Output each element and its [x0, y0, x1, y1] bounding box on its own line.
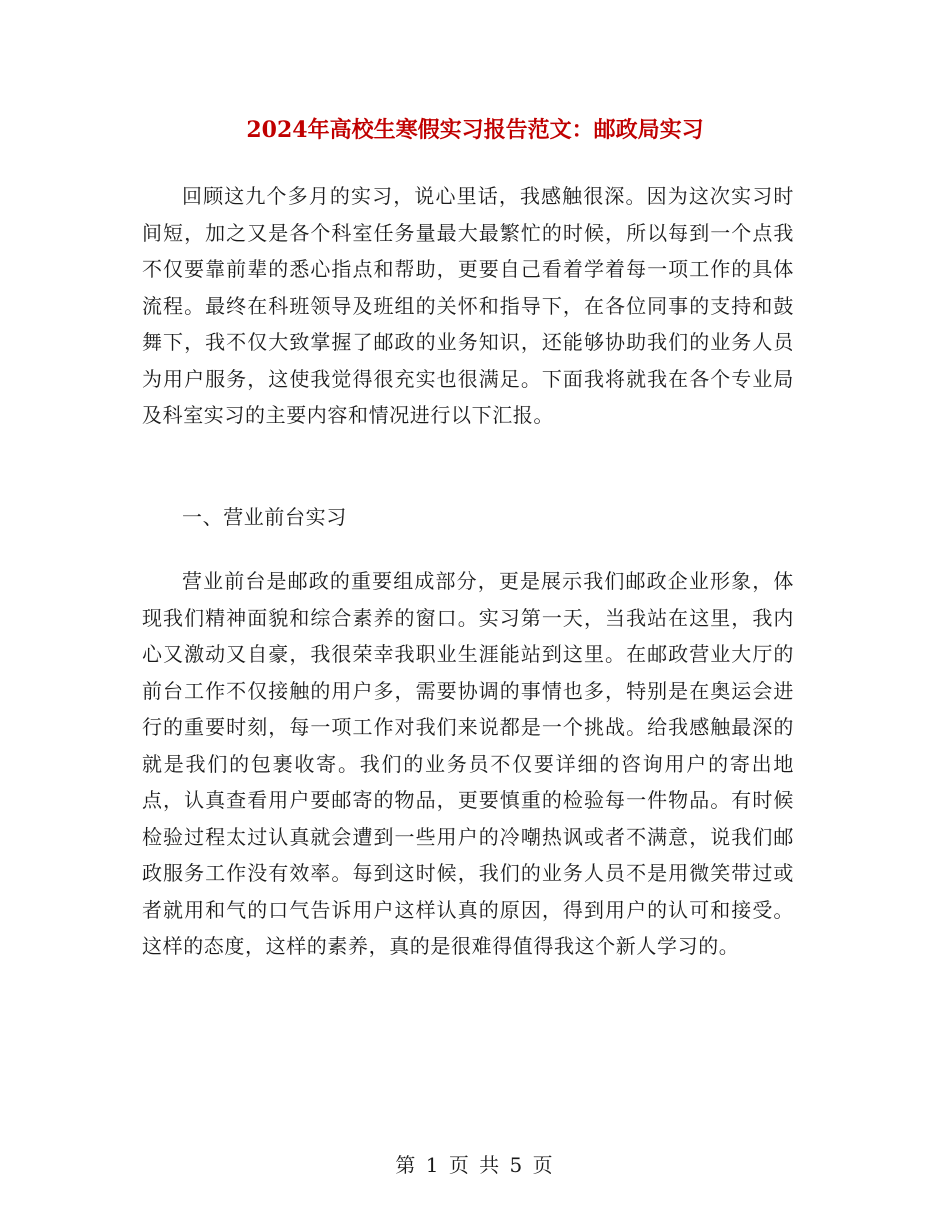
document-title: 2024年高校生寒假实习报告范文：邮政局实习 — [246, 117, 704, 143]
section-paragraph: 营业前台是邮政的重要组成部分，更是展示我们邮政企业形象，体现我们精神面貌和综合素养的窗口。实习第一天，当我站在这里，我内心又激动又自豪，我很荣幸我职业生涯能站到这里。在邮政营业大厅的前台工作不仅接触的用户多，需要协调的事情也多，特别是在奥运会进行的重要时刻，每一项工作对我们来说都是一个挑战。给我感触最深的就是我们的包裹收寄。我们的业务员不仅要详细的咨询用户的寄出地点，认真查看用户要邮寄的物品，更要慎重的检验每一件物品。有时候检验过程太过认真就会遭到一些用户的冷嘲热讽或者不满意，说我们邮政服务工作没有效率。每到这时候，我们的业务人员不是用微笑带过或者就用和气的口气告诉用户这样认真的原因，得到用户的认可和接受。这样的态度，这样的素养，真的是很难得值得我这个新人学习的。 — [142, 569, 794, 958]
page-footer: 第 1 页 共 5 页 — [395, 1153, 555, 1177]
section-heading: 一、营业前台实习 — [182, 505, 347, 529]
intro-paragraph: 回顾这九个多月的实习，说心里话，我感触很深。因为这次实习时间短，加之又是各个科室任务量最大最繁忙的时候，所以每到一个点我不仅要靠前辈的悉心指点和帮助，更要自己看着学着每一项工作的具体流程。最终在科班领导及班组的关怀和指导下，在各位同事的支持和鼓舞下，我不仅大致掌握了邮政的业务知识，还能够协助我们的业务人员为用户服务，这使我觉得很充实也很满足。下面我将就我在各个专业局及科室实习的主要内容和情况进行以下汇报。 — [142, 184, 794, 427]
